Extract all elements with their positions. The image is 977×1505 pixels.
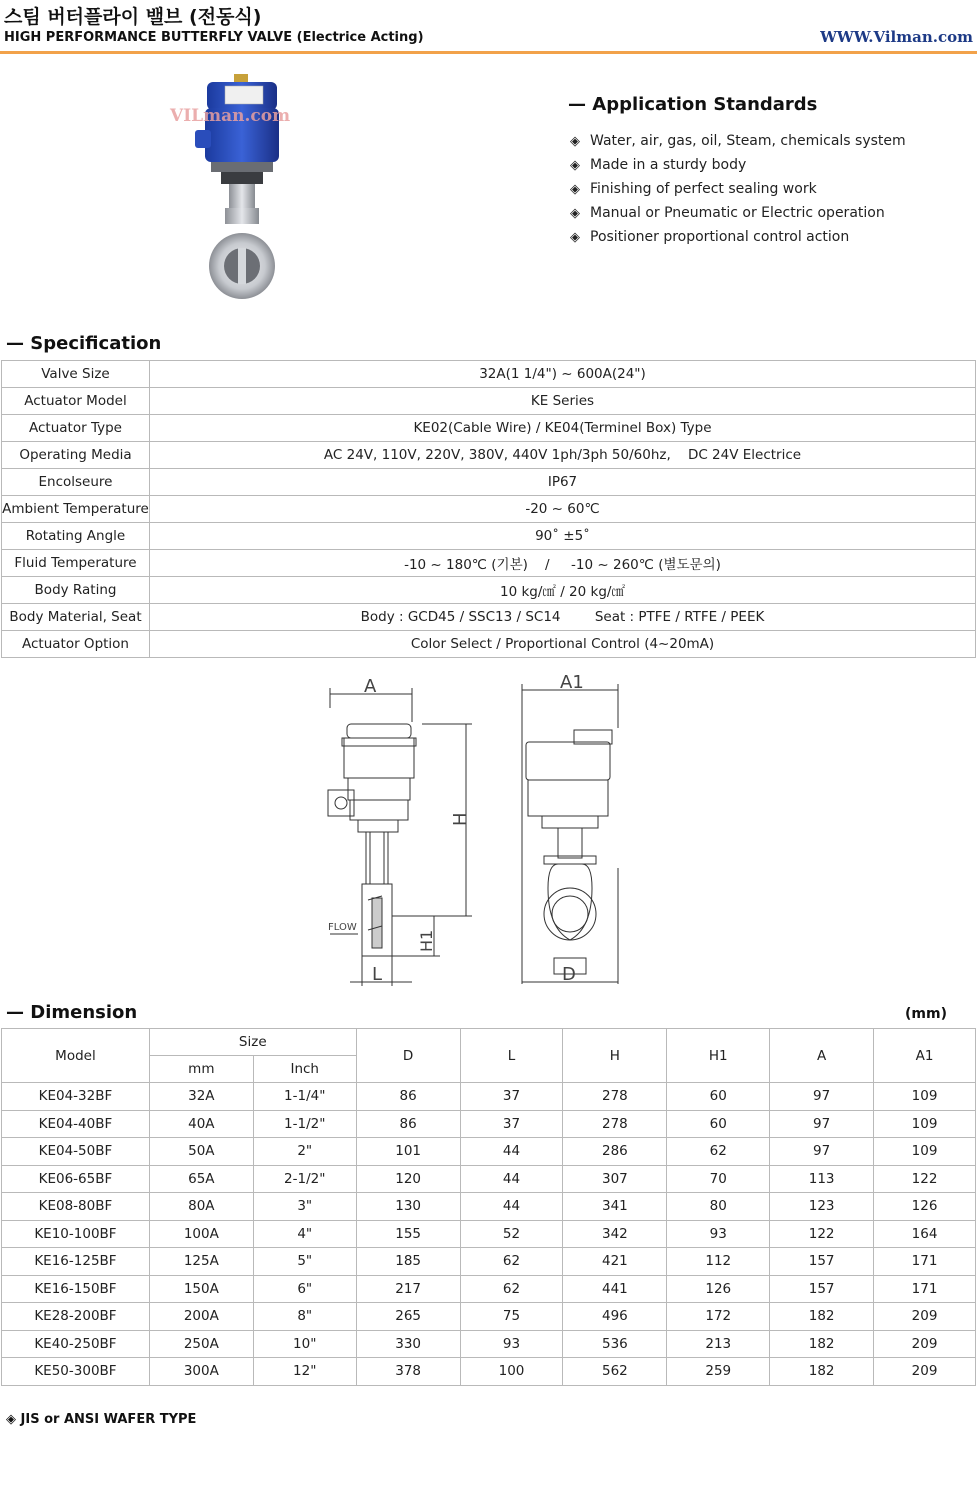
table-row <box>2 1138 976 1166</box>
list-item <box>570 129 906 153</box>
label-D: D <box>562 964 576 985</box>
cell-A: 157 <box>770 1248 874 1276</box>
cell-H: 342 <box>563 1220 667 1248</box>
cell-A: 97 <box>770 1138 874 1166</box>
page-title-korean: 스팀 버터플라이 밸브 (전동식) <box>4 6 262 28</box>
cell-mm: 80A <box>149 1193 253 1221</box>
cell-H: 278 <box>563 1110 667 1138</box>
list-item-text: Made in a sturdy body <box>590 157 747 173</box>
table-row <box>2 577 976 604</box>
cell-A: 113 <box>770 1165 874 1193</box>
cell-mm: 40A <box>149 1110 253 1138</box>
spec-value: KE02(Cable Wire) / KE04(Terminel Box) Type <box>150 415 976 442</box>
cell-H1: 62 <box>667 1138 770 1166</box>
header-mm: mm <box>149 1056 253 1083</box>
cell-H1: 60 <box>667 1083 770 1111</box>
cell-inch: 1-1/4" <box>253 1083 356 1111</box>
spec-label: Fluid Temperature <box>2 550 150 577</box>
list-item-text: Water, air, gas, oil, Steam, chemicals system <box>590 133 906 149</box>
label-A1: A1 <box>560 672 584 693</box>
cell-A: 182 <box>770 1330 874 1358</box>
cell-D: 155 <box>356 1220 460 1248</box>
cell-A: 97 <box>770 1110 874 1138</box>
list-item-text: Finishing of perfect sealing work <box>590 181 817 197</box>
cell-H: 286 <box>563 1138 667 1166</box>
diamond-bullet-icon: ◈ <box>570 158 580 173</box>
application-standards-title <box>568 94 817 115</box>
cell-inch: 6" <box>253 1275 356 1303</box>
cell-A1: 109 <box>874 1110 976 1138</box>
page-title-english: HIGH PERFORMANCE BUTTERFLY VALVE (Electrice Acting) <box>4 30 424 45</box>
spec-label: Rotating Angle <box>2 523 150 550</box>
cell-mm: 32A <box>149 1083 253 1111</box>
spec-value: Body : GCD45 / SSC13 / SC14 Seat : PTFE / RTFE / PEEK <box>150 604 976 631</box>
cell-mm: 250A <box>149 1330 253 1358</box>
cell-mm: 50A <box>149 1138 253 1166</box>
spec-value: 32A(1 1/4") ~ 600A(24") <box>150 361 976 388</box>
table-row <box>2 550 976 577</box>
application-title-text: Application Standards <box>592 94 818 115</box>
header-L: L <box>460 1029 563 1083</box>
spec-label: Body Material, Seat <box>2 604 150 631</box>
spec-label: Ambient Temperature <box>2 496 150 523</box>
label-A: A <box>364 676 377 697</box>
cell-L: 44 <box>460 1138 563 1166</box>
footnote: ◈ JIS or ANSI WAFER TYPE <box>6 1412 197 1427</box>
cell-H1: 126 <box>667 1275 770 1303</box>
cell-H: 341 <box>563 1193 667 1221</box>
cell-inch: 2" <box>253 1138 356 1166</box>
cell-A1: 109 <box>874 1138 976 1166</box>
cell-A: 122 <box>770 1220 874 1248</box>
cell-H1: 93 <box>667 1220 770 1248</box>
spec-value: IP67 <box>150 469 976 496</box>
header-D: D <box>356 1029 460 1083</box>
cell-D: 330 <box>356 1330 460 1358</box>
list-item-text: Manual or Pneumatic or Electric operation <box>590 205 885 221</box>
cell-H1: 172 <box>667 1303 770 1331</box>
cell-H1: 70 <box>667 1165 770 1193</box>
cell-H: 536 <box>563 1330 667 1358</box>
list-item-text: Positioner proportional control action <box>590 229 850 245</box>
spec-label: Operating Media <box>2 442 150 469</box>
label-flow: FLOW <box>328 922 357 933</box>
cell-L: 62 <box>460 1248 563 1276</box>
cell-H: 421 <box>563 1248 667 1276</box>
cell-D: 86 <box>356 1110 460 1138</box>
table-row <box>2 1248 976 1276</box>
specification-table <box>1 360 976 658</box>
cell-H1: 60 <box>667 1110 770 1138</box>
header-H: H <box>563 1029 667 1083</box>
title-dash: — <box>568 94 593 115</box>
cell-inch: 3" <box>253 1193 356 1221</box>
table-row <box>2 1330 976 1358</box>
cell-H: 307 <box>563 1165 667 1193</box>
cell-A1: 209 <box>874 1330 976 1358</box>
table-row <box>2 496 976 523</box>
dimension-title-text: Dimension <box>30 1002 138 1023</box>
label-H: H <box>450 812 471 826</box>
table-row <box>2 361 976 388</box>
cell-model: KE04-32BF <box>2 1083 150 1111</box>
table-row <box>2 1303 976 1331</box>
table-row <box>2 523 976 550</box>
cell-A1: 122 <box>874 1165 976 1193</box>
spec-value: Color Select / Proportional Control (4~20mA) <box>150 631 976 658</box>
cell-A: 123 <box>770 1193 874 1221</box>
cell-H1: 213 <box>667 1330 770 1358</box>
table-row <box>2 388 976 415</box>
cell-A: 97 <box>770 1083 874 1111</box>
list-item <box>570 201 906 225</box>
header-inch: Inch <box>253 1056 356 1083</box>
cell-L: 52 <box>460 1220 563 1248</box>
website-link[interactable]: WWW.Vilman.com <box>820 28 973 46</box>
diamond-bullet-icon: ◈ <box>570 134 580 149</box>
cell-mm: 200A <box>149 1303 253 1331</box>
cell-L: 44 <box>460 1193 563 1221</box>
cell-A1: 171 <box>874 1248 976 1276</box>
cell-L: 62 <box>460 1275 563 1303</box>
cell-L: 75 <box>460 1303 563 1331</box>
cell-model: KE28-200BF <box>2 1303 150 1331</box>
table-row <box>2 1110 976 1138</box>
dimension-table <box>1 1028 976 1386</box>
cell-H: 278 <box>563 1083 667 1111</box>
cell-H1: 112 <box>667 1248 770 1276</box>
dimension-table-body <box>2 1083 976 1386</box>
table-row <box>2 1358 976 1386</box>
spec-label: Encolseure <box>2 469 150 496</box>
specification-title <box>6 333 161 354</box>
cell-inch: 2-1/2" <box>253 1165 356 1193</box>
cell-D: 120 <box>356 1165 460 1193</box>
table-row <box>2 1220 976 1248</box>
cell-D: 217 <box>356 1275 460 1303</box>
cell-A1: 126 <box>874 1193 976 1221</box>
diamond-bullet-icon: ◈ <box>570 206 580 221</box>
unit-label: (mm) <box>905 1006 947 1022</box>
table-row <box>2 604 976 631</box>
table-row <box>2 469 976 496</box>
cell-D: 101 <box>356 1138 460 1166</box>
cell-inch: 12" <box>253 1358 356 1386</box>
cell-inch: 10" <box>253 1330 356 1358</box>
cell-A1: 209 <box>874 1303 976 1331</box>
cell-model: KE16-125BF <box>2 1248 150 1276</box>
table-row <box>2 442 976 469</box>
cell-D: 86 <box>356 1083 460 1111</box>
cell-H: 441 <box>563 1275 667 1303</box>
cell-mm: 65A <box>149 1165 253 1193</box>
cell-D: 130 <box>356 1193 460 1221</box>
cell-mm: 150A <box>149 1275 253 1303</box>
header-A1: A1 <box>874 1029 976 1083</box>
cell-L: 100 <box>460 1358 563 1386</box>
cell-L: 44 <box>460 1165 563 1193</box>
cell-model: KE06-65BF <box>2 1165 150 1193</box>
spec-label: Actuator Model <box>2 388 150 415</box>
cell-A1: 171 <box>874 1275 976 1303</box>
cell-model: KE40-250BF <box>2 1330 150 1358</box>
cell-H: 496 <box>563 1303 667 1331</box>
cell-H1: 259 <box>667 1358 770 1386</box>
dimension-title <box>6 1002 137 1023</box>
diamond-bullet-icon: ◈ <box>570 182 580 197</box>
spec-label: Body Rating <box>2 577 150 604</box>
spec-label: Actuator Type <box>2 415 150 442</box>
cell-inch: 4" <box>253 1220 356 1248</box>
title-dash: — <box>6 1002 31 1023</box>
table-row <box>2 415 976 442</box>
header-size: Size <box>149 1029 356 1056</box>
cell-D: 265 <box>356 1303 460 1331</box>
spec-value: 10 kg/㎠ / 20 kg/㎠ <box>150 577 976 604</box>
header-A: A <box>770 1029 874 1083</box>
header-divider <box>0 51 977 54</box>
cell-A: 182 <box>770 1358 874 1386</box>
table-row <box>2 1165 976 1193</box>
page-header <box>0 0 977 54</box>
cell-model: KE10-100BF <box>2 1220 150 1248</box>
cell-A: 157 <box>770 1275 874 1303</box>
cell-H1: 80 <box>667 1193 770 1221</box>
list-item <box>570 177 906 201</box>
spec-value: -20 ~ 60℃ <box>150 496 976 523</box>
cell-model: KE08-80BF <box>2 1193 150 1221</box>
table-row <box>2 1083 976 1111</box>
table-row <box>2 1193 976 1221</box>
cell-L: 93 <box>460 1330 563 1358</box>
table-header-row <box>2 1029 976 1056</box>
cell-D: 378 <box>356 1358 460 1386</box>
cell-mm: 100A <box>149 1220 253 1248</box>
spec-value: -10 ~ 180℃ (기본) / -10 ~ 260℃ (별도문의) <box>150 550 976 577</box>
product-photo <box>165 68 320 308</box>
spec-value: 90˚ ±5˚ <box>150 523 976 550</box>
table-row <box>2 631 976 658</box>
table-row <box>2 1275 976 1303</box>
spec-value: KE Series <box>150 388 976 415</box>
spec-label: Valve Size <box>2 361 150 388</box>
cell-A1: 209 <box>874 1358 976 1386</box>
dimension-drawing <box>322 668 642 993</box>
cell-model: KE04-50BF <box>2 1138 150 1166</box>
title-dash: — <box>6 333 31 354</box>
cell-inch: 1-1/2" <box>253 1110 356 1138</box>
cell-model: KE50-300BF <box>2 1358 150 1386</box>
cell-A1: 164 <box>874 1220 976 1248</box>
application-list <box>570 129 906 249</box>
cell-mm: 300A <box>149 1358 253 1386</box>
cell-inch: 5" <box>253 1248 356 1276</box>
cell-L: 37 <box>460 1110 563 1138</box>
cell-model: KE16-150BF <box>2 1275 150 1303</box>
list-item <box>570 225 906 249</box>
spec-label: Actuator Option <box>2 631 150 658</box>
cell-A1: 109 <box>874 1083 976 1111</box>
photo-watermark: VILman.com <box>170 106 291 126</box>
header-model: Model <box>2 1029 150 1083</box>
cell-D: 185 <box>356 1248 460 1276</box>
cell-model: KE04-40BF <box>2 1110 150 1138</box>
spec-value: AC 24V, 110V, 220V, 380V, 440V 1ph/3ph 50/60hz, DC 24V Electrice <box>150 442 976 469</box>
cell-H: 562 <box>563 1358 667 1386</box>
cell-inch: 8" <box>253 1303 356 1331</box>
cell-A: 182 <box>770 1303 874 1331</box>
header-H1: H1 <box>667 1029 770 1083</box>
specification-title-text: Specification <box>30 333 162 354</box>
list-item <box>570 153 906 177</box>
label-H1: H1 <box>417 929 436 952</box>
cell-L: 37 <box>460 1083 563 1111</box>
cell-mm: 125A <box>149 1248 253 1276</box>
label-L: L <box>372 964 383 985</box>
diamond-bullet-icon: ◈ <box>570 230 580 245</box>
